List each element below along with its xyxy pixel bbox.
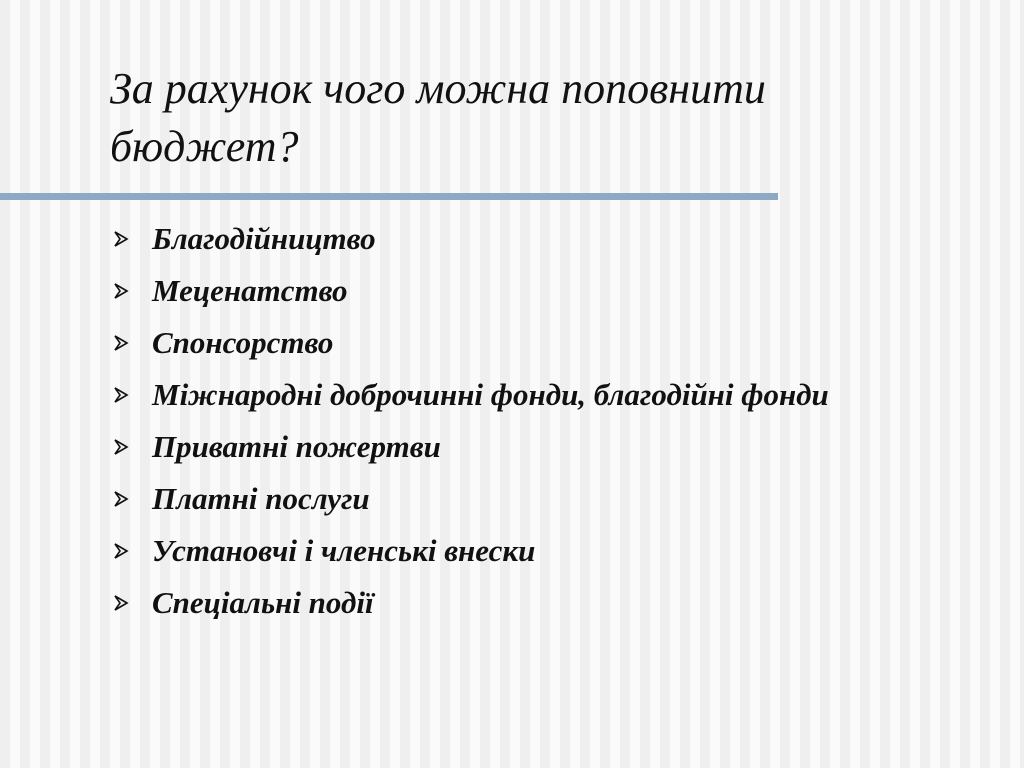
- chevron-arrow-icon: [112, 386, 130, 404]
- chevron-arrow-icon: [112, 542, 130, 560]
- bullet-label: Установчі і членські внески: [152, 533, 536, 568]
- chevron-arrow-icon: [112, 230, 130, 248]
- bullet-label: Спеціальні події: [152, 585, 374, 620]
- slide-title: За рахунок чого можна поповнити бюджет?: [110, 64, 766, 171]
- bullet-label: Спонсорство: [152, 325, 334, 360]
- bullet-item: [112, 374, 932, 415]
- chevron-arrow-icon: [112, 438, 130, 456]
- chevron-arrow-icon: [112, 334, 130, 352]
- bullet-label: Платні послуги: [152, 481, 370, 516]
- bullet-item: [112, 426, 932, 467]
- bullet-item: [112, 478, 932, 519]
- bullet-item: [112, 582, 932, 623]
- bullet-label: Благодійництво: [152, 221, 376, 256]
- bullet-label: Меценатство: [152, 273, 348, 308]
- title-divider: [0, 193, 778, 200]
- chevron-arrow-icon: [112, 490, 130, 508]
- bullet-label: Приватні пожертви: [152, 429, 441, 464]
- bullet-item: [112, 218, 932, 259]
- bullet-item: [112, 530, 932, 571]
- bullet-list: [112, 218, 932, 634]
- chevron-arrow-icon: [112, 594, 130, 612]
- chevron-arrow-icon: [112, 282, 130, 300]
- bullet-item: [112, 322, 932, 363]
- bullet-item: [112, 270, 932, 311]
- bullet-label: Міжнародні доброчинні фонди, благодійні фонди: [152, 377, 829, 412]
